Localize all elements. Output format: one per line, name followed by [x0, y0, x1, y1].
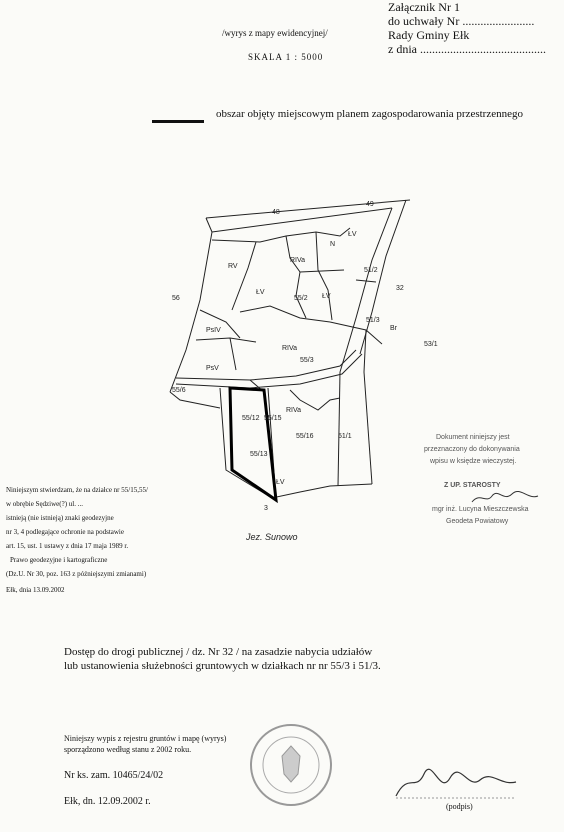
land-lv-2: ŁV	[322, 293, 331, 300]
parcel-55-15: 55/15	[264, 415, 282, 422]
parcel-48: 48	[272, 209, 280, 216]
stamp-left-line5: art. 15, ust. 1 ustawy z dnia 17 maja 1989 r.	[6, 542, 129, 550]
stamp-right-line5: mgr inż. Lucyna Mieszczewska	[432, 506, 529, 513]
parcel-55-16: 55/16	[296, 433, 314, 440]
stamp-left-line2: w obrębie Sędziwe(?) ul. ...	[6, 500, 83, 508]
land-rv: RV	[228, 263, 238, 270]
signature-bottom	[390, 762, 520, 802]
lake-label: Jez. Sunowo	[246, 532, 298, 542]
land-lv-1: ŁV	[256, 289, 265, 296]
parcel-3: 3	[264, 505, 268, 512]
stamp-right-line3: wpisu w księdze wieczystej.	[430, 458, 517, 465]
round-seal	[248, 722, 334, 808]
parcel-55-6: 55/6	[172, 387, 186, 394]
file-number: Nr ks. zam. 10465/24/02	[64, 770, 164, 781]
access-line2: lub ustanowienia służebności gruntowych w działkach nr nr 55/3 i 51/3.	[64, 660, 381, 672]
council-line: Rady Gminy Ełk	[388, 28, 470, 42]
parcel-51-1: 51/1	[338, 433, 352, 440]
land-riva-3: RIVa	[286, 407, 302, 414]
stamp-right-line4: Z UP. STAROSTY	[444, 482, 501, 489]
stamp-right-line2: przeznaczony do dokonywania	[424, 446, 520, 453]
annex-title: Załącznik Nr 1	[388, 0, 460, 14]
parcel-55-3: 55/3	[300, 357, 314, 364]
parcel-55-13: 55/13	[250, 451, 268, 458]
parcel-55-2: 55/2	[294, 295, 308, 302]
land-riva-2: RIVa	[282, 345, 298, 352]
land-riva: RIVa	[290, 257, 306, 264]
stamp-left-line6: Prawo geodezyjne i kartograficzne	[10, 556, 108, 564]
land-n: N	[330, 241, 336, 248]
date-line: z dnia ..........................................	[388, 42, 546, 56]
land-lv-3: ŁV	[348, 231, 357, 238]
access-line1: Dostęp do drogi publicznej / dz. Nr 32 / na zasadzie nabycia udziałów	[64, 646, 373, 658]
land-br: Br	[390, 325, 397, 332]
stamp-right-line1: Dokument niniejszy jest	[436, 434, 510, 441]
place-date: Ełk, dn. 12.09.2002 r.	[64, 796, 151, 807]
stamp-left-line4: nr 3, 4 podlegające ochronie na podstawie	[6, 528, 124, 536]
resolution-line: do uchwały Nr ........................	[388, 14, 535, 28]
map-extract-label: /wyrys z mapy ewidencyjnej/	[222, 28, 328, 38]
parcel-56: 56	[172, 295, 180, 302]
parcel-32: 32	[396, 285, 404, 292]
parcel-55-12: 55/12	[242, 415, 260, 422]
signature-caption: (podpis)	[446, 802, 473, 811]
map-scale-label: SKALA 1 : 5000	[248, 52, 324, 62]
stamp-left-line8: Ełk, dnia 13.09.2002	[6, 586, 65, 594]
stamp-left-line7: (Dz.U. Nr 30, poz. 163 z późniejszymi zmianami)	[6, 570, 147, 578]
footer-note-line1: Niniejszy wypis z rejestru gruntów i mapę (wyrys)	[64, 734, 227, 743]
parcel-53-1: 53/1	[424, 341, 438, 348]
land-psiv: PsIV	[206, 327, 221, 334]
stamp-right-line6: Geodeta Powiatowy	[446, 518, 509, 525]
land-lv-4: ŁV	[276, 479, 285, 486]
signature-starosta	[470, 490, 540, 506]
parcel-49: 49	[366, 201, 374, 208]
land-psv: PsV	[206, 365, 219, 372]
legend-text: obszar objęty miejscowym planem zagospodarowania przestrzennego	[216, 108, 523, 120]
parcel-51-3: 51/3	[366, 317, 380, 324]
stamp-left-line3: istnieją (nie istnieją) znaki geodezyjne	[6, 514, 114, 522]
footer-note-line2: sporządzono według stanu z 2002 roku.	[64, 745, 192, 754]
parcel-51-2: 51/2	[364, 267, 378, 274]
stamp-left-line1: Niniejszym stwierdzam, że na działce nr 55/15,55/	[6, 486, 148, 494]
